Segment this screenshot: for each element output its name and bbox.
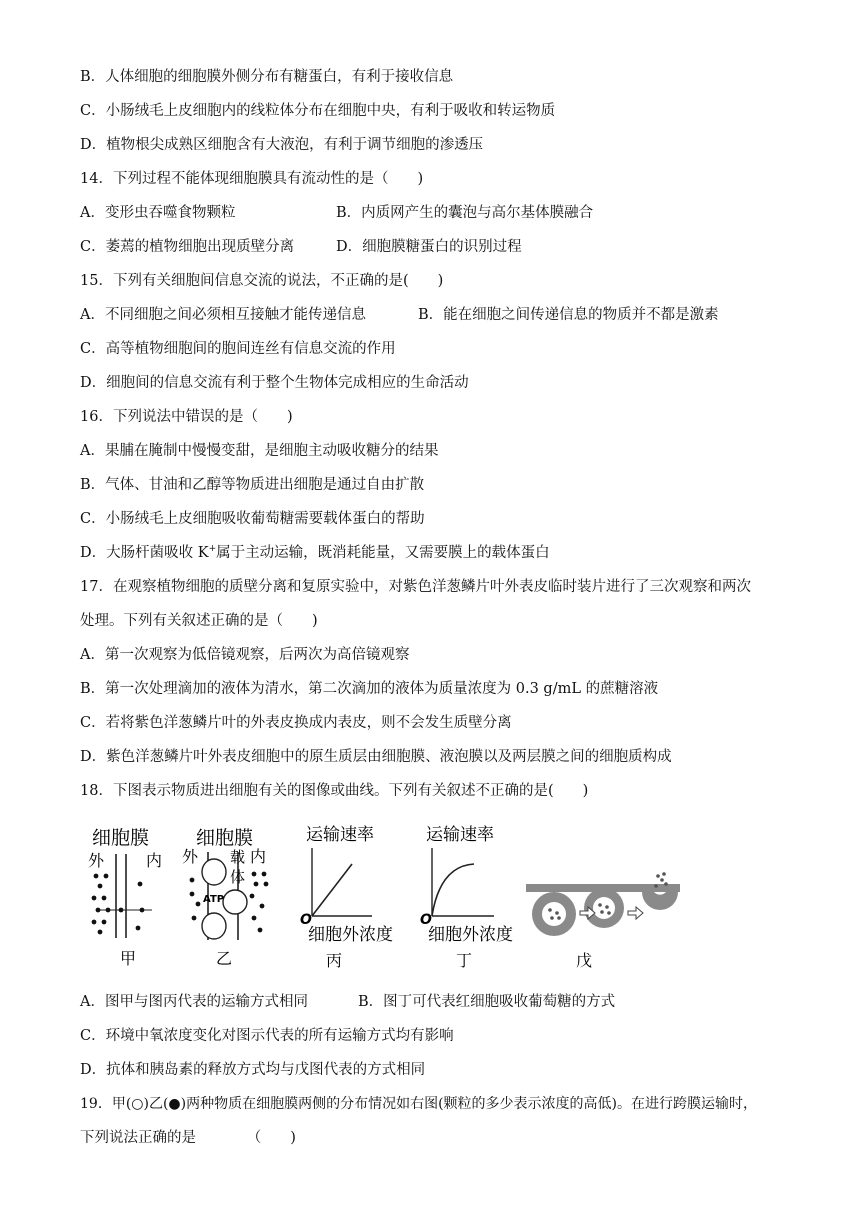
bing-origin: O [300,912,312,928]
option-13d: D．植物根尖成熟区细胞含有大液泡，有利于调节细胞的渗透压 [80,137,484,153]
jia-outside-label: 外 [88,851,105,870]
yi-inside-label: 内 [250,847,267,866]
option-15d: D．细胞间的信息交流有利于整个生物体完成相应的生命活动 [80,375,469,391]
option-16c: C．小肠绒毛上皮细胞吸收葡萄糖需要载体蛋白的帮助 [80,511,425,527]
option-18b: B．图丁可代表红细胞吸收葡萄糖的方式 [358,994,616,1010]
carrier-label-2: 体 [230,868,246,886]
yi-membrane-label: 细胞膜 [196,827,254,849]
question-19-line1: 19．甲(○)乙(●)两种物质在细胞膜两侧的分布情况如右图(颗粒的多少表示浓度的高低)。在进行跨膜运输时， [80,1096,758,1112]
option-17d: D．紫色洋葱鳞片叶外表皮细胞中的原生质层由细胞膜、液泡膜以及两层膜之间的细胞质构成 [80,749,672,765]
yi-outside-label: 外 [182,847,199,866]
wu-fused-vesicle [642,892,678,910]
panel-yi [182,827,268,968]
option-16d-pre: D．大肠杆菌吸收 K [80,545,209,561]
option-17a: A．第一次观察为低倍镜观察，后两次为高倍镜观察 [80,647,410,663]
ding-saturation-curve [432,864,474,916]
option-16d-sup: + [208,544,217,554]
bing-linear-curve [312,864,352,916]
option-14b: B．内质网产生的囊泡与高尔基体膜融合 [336,205,594,221]
question-14: 14．下列过程不能体现细胞膜具有流动性的是（ ) [80,171,424,187]
option-14d: D．细胞膜糖蛋白的识别过程 [336,239,522,255]
wu-arrow-icon [628,907,643,919]
option-16b: B．气体、甘油和乙醇等物质进出细胞是通过自由扩散 [80,477,425,493]
panel-label-yi: 乙 [216,949,233,968]
option-15a: A．不同细胞之间必须相互接触才能传递信息 [80,307,366,323]
ding-origin: O [420,912,432,928]
question-18: 18．下图表示物质进出细胞有关的图像或曲线。下列有关叙述不正确的是( ) [80,783,589,799]
question-17-line1: 17．在观察植物细胞的质壁分离和复原实验中，对紫色洋葱鳞片叶外表皮临时装片进行了三次观察和两次 [80,579,751,595]
carrier-label: 载 [230,848,246,866]
option-14c: C．萎蔫的植物细胞出现质壁分离 [80,239,295,255]
carrier-protein [202,913,226,939]
option-17b: B．第一次处理滴加的液体为清水，第二次滴加的液体为质量浓度为 0.3 g/mL 的蔗糖溶液 [80,681,659,697]
ding-rate-label: 运输速率 [426,825,494,845]
question-15: 15．下列有关细胞间信息交流的说法，不正确的是( ) [80,273,444,289]
option-13c: C．小肠绒毛上皮细胞内的线粒体分布在细胞中央，有利于吸收和转运物质 [80,103,556,119]
transport-figure [80,818,700,978]
option-18a: A．图甲与图丙代表的运输方式相同 [80,994,308,1010]
carrier-protein [223,890,247,914]
option-14a: A．变形虫吞噬食物颗粒 [80,205,236,221]
wu-vesicle-2-lumen [593,897,615,919]
option-15c: C．高等植物细胞间的胞间连丝有信息交流的作用 [80,341,396,357]
panel-label-jia: 甲 [120,949,137,968]
carrier-protein [202,859,226,885]
question-17-line2: 处理。下列有关叙述正确的是（ ) [80,613,318,629]
option-18d: D．抗体和胰岛素的释放方式均与戊图代表的方式相同 [80,1062,426,1078]
atp-label: ATP [203,894,225,905]
panel-jia [88,827,162,968]
jia-particles [92,874,145,935]
bing-conc-label: 细胞外浓度 [308,925,393,945]
panel-label-ding: 丁 [456,951,473,970]
bing-rate-label: 运输速率 [306,825,374,845]
jia-membrane-label: 细胞膜 [92,827,150,849]
option-16d-post: 属于主动运输，既消耗能量，又需要膜上的载体蛋白 [216,545,550,561]
wu-vesicle-1-lumen [542,902,566,926]
option-16d [80,543,550,563]
panel-wu [526,872,680,970]
option-18c: C．环境中氧浓度变化对图示代表的所有运输方式均有影响 [80,1028,454,1044]
panel-ding [420,825,513,970]
option-16a: A．果脯在腌制中慢慢变甜，是细胞主动吸收糖分的结果 [80,443,439,459]
option-17c: C．若将紫色洋葱鳞片叶的外表皮换成内表皮，则不会发生质壁分离 [80,715,512,731]
panel-label-bing: 丙 [326,951,343,970]
question-16: 16．下列说法中错误的是（ ) [80,409,293,425]
ding-conc-label: 细胞外浓度 [428,925,513,945]
question-19-line2: 下列说法正确的是 （ ) [80,1130,296,1146]
jia-inside-label: 内 [146,851,163,870]
option-13b: B．人体细胞的细胞膜外侧分布有糖蛋白，有利于接收信息 [80,69,454,85]
panel-bing [300,825,393,970]
panel-label-wu: 戊 [576,951,593,970]
option-15b: B．能在细胞之间传递信息的物质并不都是激素 [418,307,719,323]
